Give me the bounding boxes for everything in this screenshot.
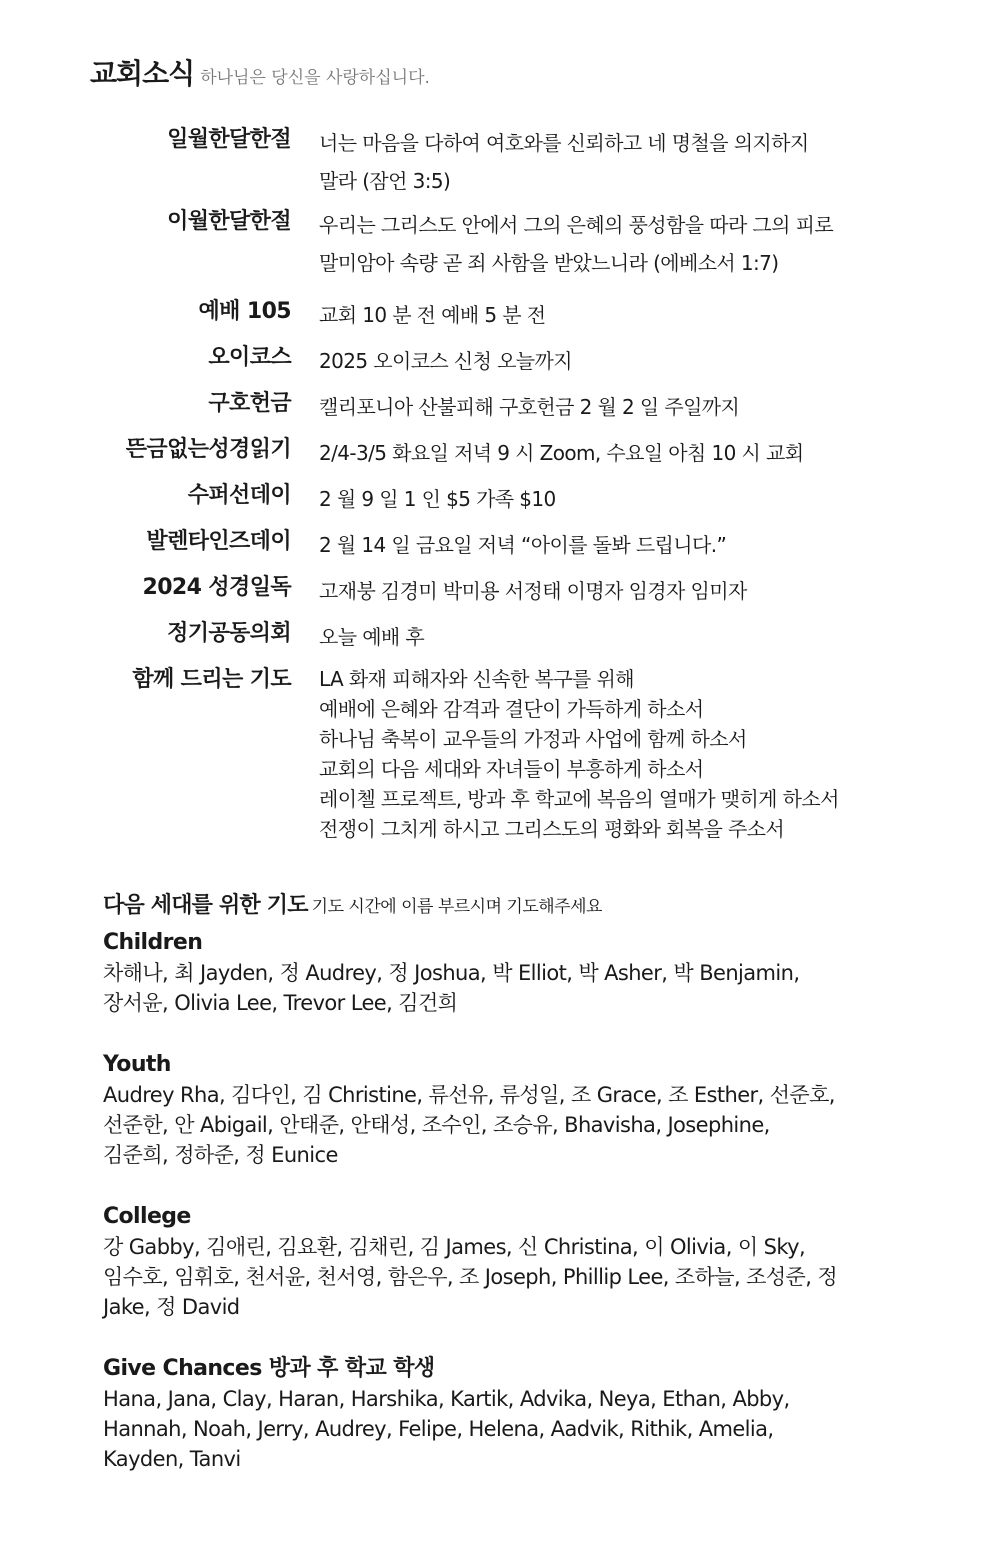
- news-content: [319, 342, 572, 380]
- news-row: [80, 388, 739, 426]
- prayer-section-heading: [103, 890, 963, 923]
- news-content-line: 캘리포니아 산불피해 구호헌금 2 월 2 일 주일까지: [319, 395, 740, 419]
- news-content-line: 고재붕 김경미 박미용 서정태 이명자 임경자 임미자: [319, 579, 747, 603]
- news-content: [319, 206, 833, 282]
- news-label: 2024 성경일독: [142, 575, 291, 600]
- news-label: 일월한달한절: [167, 127, 291, 152]
- news-content-line: 교회 10 분 전 예배 5 분 전: [319, 303, 546, 327]
- news-label: 구호헌금: [208, 391, 291, 416]
- news-content-line: 하나님 축복이 교우들의 가정과 사업에 함께 하소서: [319, 727, 747, 751]
- prayer-group: [103, 1354, 790, 1474]
- prayer-group-title: Children: [103, 930, 203, 955]
- news-content: [319, 434, 803, 472]
- news-content-line: 우리는 그리스도 안에서 그의 은혜의 풍성함을 따라 그의 피로: [319, 213, 834, 237]
- page-header: [90, 52, 430, 92]
- news-content-line: 2 월 9 일 1 인 $5 가족 $10: [319, 487, 556, 511]
- news-row: [80, 206, 833, 282]
- prayer-names-line: 강 Gabby, 김애린, 김요환, 김채린, 김 James, 신 Christina, 이 Olivia, 이 Sky,: [103, 1235, 806, 1259]
- news-content-line: 말라 (잠언 3:5): [319, 169, 451, 193]
- news-content-line: 2/4-3/5 화요일 저녁 9 시 Zoom, 수요일 아침 10 시 교회: [319, 441, 804, 465]
- prayer-names-line: Audrey Rha, 김다인, 김 Christine, 류선유, 류성일, 조 Grace, 조 Esther, 선준호,: [103, 1083, 835, 1107]
- next-generation-prayer-section: [103, 890, 963, 1471]
- news-label: 오이코스: [208, 345, 291, 370]
- prayer-names-line: Kayden, Tanvi: [103, 1447, 241, 1471]
- news-label: 예배 105: [198, 299, 291, 324]
- page-title: 교회소식: [90, 57, 195, 90]
- prayer-names-line: 임수호, 임휘호, 천서윤, 천서영, 함은우, 조 Joseph, Phillip Lee, 조하늘, 조성준, 정: [103, 1265, 838, 1289]
- prayer-group: [103, 1202, 837, 1322]
- news-row: [80, 342, 572, 380]
- prayer-group-names: [103, 1232, 837, 1322]
- prayer-names-line: 김준희, 정하준, 정 Eunice: [103, 1143, 338, 1167]
- prayer-group-names: [103, 1080, 835, 1170]
- news-content: [319, 480, 556, 518]
- prayer-names-line: Hana, Jana, Clay, Haran, Harshika, Kartik, Advika, Neya, Ethan, Abby,: [103, 1387, 790, 1411]
- news-label: 함께 드리는 기도: [132, 667, 291, 692]
- prayer-names-line: Jake, 정 David: [103, 1295, 240, 1319]
- news-content-line: 2025 오이코스 신청 오늘까지: [319, 349, 572, 373]
- news-label: 수퍼선데이: [187, 483, 291, 508]
- prayer-names-line: Hannah, Noah, Jerry, Audrey, Felipe, Helena, Aadvik, Rithik, Amelia,: [103, 1417, 774, 1441]
- news-content-line: 오늘 예배 후: [319, 625, 425, 649]
- prayer-group-title: Youth: [103, 1052, 171, 1077]
- prayer-names-line: 차해나, 최 Jayden, 정 Audrey, 정 Joshua, 박 Elliot, 박 Asher, 박 Benjamin,: [103, 961, 800, 985]
- prayer-names-line: 장서윤, Olivia Lee, Trevor Lee, 김건희: [103, 991, 458, 1015]
- news-content-line: 예배에 은혜와 감격과 결단이 가득하게 하소서: [319, 697, 704, 721]
- news-content-line: 2 월 14 일 금요일 저녁 “아이를 돌봐 드립니다.”: [319, 533, 727, 557]
- news-content: [319, 618, 424, 656]
- page-subtitle: 하나님은 당신을 사랑하십니다.: [200, 68, 430, 88]
- news-row: [80, 526, 726, 564]
- news-row: [80, 572, 747, 610]
- news-content-line: 교회의 다음 세대와 자녀들이 부흥하게 하소서: [319, 757, 704, 781]
- news-content: [319, 526, 726, 564]
- news-content: [319, 664, 839, 844]
- news-content-line: 레이첼 프로젝트, 방과 후 학교에 복음의 열매가 맺히게 하소서: [319, 787, 839, 811]
- news-label: 정기공동의회: [167, 621, 291, 646]
- prayer-group-title: Give Chances 방과 후 학교 학생: [103, 1356, 435, 1381]
- prayer-names-line: 선준한, 안 Abigail, 안태준, 안태성, 조수인, 조승유, Bhavisha, Josephine,: [103, 1113, 770, 1137]
- news-content: [319, 296, 545, 334]
- prayer-group: [103, 1050, 835, 1170]
- prayer-section-title: 다음 세대를 위한 기도: [103, 893, 308, 918]
- news-content: [319, 572, 747, 610]
- news-content: [319, 388, 739, 426]
- news-row: [80, 434, 803, 472]
- news-row: [80, 618, 424, 656]
- prayer-section-subtitle: 기도 시간에 이름 부르시며 기도해주세요: [311, 897, 602, 917]
- news-content: [319, 124, 809, 200]
- news-label: 뜬금없는성경읽기: [125, 437, 291, 462]
- news-content-line: 너는 마음을 다하여 여호와를 신뢰하고 네 명철을 의지하지: [319, 131, 809, 155]
- news-label: 이월한달한절: [167, 209, 291, 234]
- news-content-line: LA 화재 피해자와 신속한 복구를 위해: [319, 667, 634, 691]
- news-row: [80, 296, 545, 334]
- news-content-line: 말미암아 속량 곧 죄 사함을 받았느니라 (에베소서 1:7): [319, 251, 779, 275]
- news-row: [80, 124, 809, 200]
- prayer-group-title: College: [103, 1204, 191, 1229]
- news-row: [80, 664, 839, 844]
- prayer-group: [103, 928, 799, 1018]
- news-content-line: 전쟁이 그치게 하시고 그리스도의 평화와 회복을 주소서: [319, 817, 785, 841]
- prayer-group-names: [103, 1384, 790, 1474]
- news-row: [80, 480, 556, 518]
- news-label: 발렌타인즈데이: [146, 529, 291, 554]
- prayer-group-names: [103, 958, 799, 1018]
